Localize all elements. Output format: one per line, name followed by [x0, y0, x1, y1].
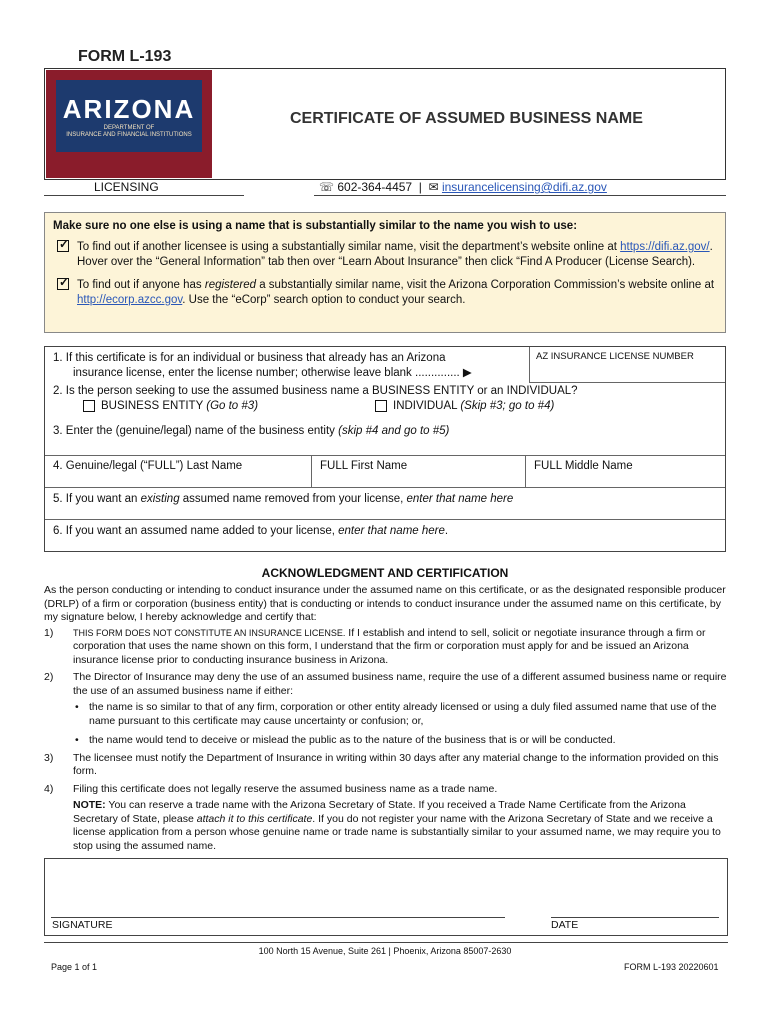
- acknowledgment-intro: As the person conducting or intending to conduct insurance under the assumed name on this certificate, or as the designated responsible producer (DRLP) of a firm or corporation (business entity) that is conducting or intends to conduct insurance under the assumed name on this certificate, by my signature below, I hereby acknowledge and certify that:: [44, 584, 726, 623]
- questions-table: [44, 346, 726, 552]
- ack-text: the name is so similar to that of any firm, corporation or other entity already licensed or using a duly filed assumed name that use of the name pursuant to this certificate may cause uncertainty or confusion; or,: [89, 701, 717, 727]
- page-title: CERTIFICATE OF ASSUMED BUSINESS NAME: [290, 110, 643, 127]
- contact-line: [319, 180, 607, 194]
- notice-text: . Use the “eCorp” search option to conduct your search.: [182, 294, 466, 306]
- middle-name-field[interactable]: [525, 456, 725, 487]
- ack-text: If I establish and intend to sell, solicit or negotiate insurance through a firm or corporation that uses the name shown on this form, I understand that the firm or corporation must apply for and be issued an Arizona insurance license prior to conducting insurance business in Arizona.: [73, 626, 706, 666]
- notice-emphasis: registered: [204, 279, 257, 291]
- ack-bullet-1: [44, 701, 728, 728]
- ack-text: The licensee must notify the Department of Insurance in writing within 30 days after any material change to the information provided on this form.: [73, 751, 719, 777]
- logo-word: ARIZONA: [62, 94, 196, 124]
- notice-item-license-search: [53, 240, 717, 270]
- question-5-text: 5. If you want an: [53, 493, 141, 505]
- acknowledgment-body: [44, 584, 728, 853]
- individual-note: (Skip #3; go to #4): [460, 400, 555, 412]
- question-3-row[interactable]: [45, 421, 725, 455]
- question-6-row[interactable]: [45, 519, 725, 551]
- notice-heading: Make sure no one else is using a name that is substantially similar to the name you wish to use:: [53, 220, 578, 232]
- arizona-difi-logo: [46, 70, 212, 178]
- ack-number: 4): [44, 782, 54, 795]
- ack-text: The Director of Insurance may deny the use of an assumed business name, require the use of a different assumed business name or require the use of an assumed business name if either:: [73, 671, 727, 697]
- license-number-field[interactable]: [529, 347, 725, 383]
- logo-band: [56, 154, 202, 170]
- separator: |: [418, 180, 422, 194]
- ecorp-link[interactable]: http://ecorp.azcc.gov: [77, 294, 183, 306]
- ack-note: [73, 799, 728, 853]
- difi-website-link[interactable]: https://difi.az.gov/: [620, 241, 710, 253]
- question-1-line1: 1. If this certificate is for an individual or business that already has an Arizona: [53, 352, 446, 364]
- signature-label: SIGNATURE: [52, 919, 113, 931]
- business-entity-option[interactable]: [83, 399, 258, 414]
- bullet-icon: •: [75, 734, 79, 746]
- signature-box: [44, 858, 728, 936]
- question-5-note: enter that name here: [406, 493, 514, 505]
- question-3-text: 3. Enter the (genuine/legal) name of the business entity: [53, 425, 339, 437]
- licensing-underline: [44, 195, 244, 196]
- email-link[interactable]: insurancelicensing@difi.az.gov: [441, 180, 607, 194]
- form-code: FORM L-193 20220601: [624, 962, 719, 972]
- ack-item-4: [44, 783, 728, 854]
- ack-item-1: [44, 627, 728, 668]
- checked-box-icon: [57, 278, 69, 290]
- ack-text: . If you do not register your name with the Arizona Secretary of State and we receive a license application from a person whose genuine name or trade name is substantially similar to your assumed name, we may require you to stop using the assumed name.: [73, 812, 721, 852]
- question-5-emphasis: existing: [140, 493, 180, 505]
- middle-name-label: FULL Middle Name: [534, 460, 633, 472]
- note-label: NOTE:: [73, 799, 106, 811]
- question-1-row: [45, 347, 725, 383]
- business-entity-label: BUSINESS ENTITY: [101, 400, 204, 412]
- form-number: FORM L-193: [78, 48, 172, 65]
- logo-sub-agency: INSURANCE AND FINANCIAL INSTITUTIONS: [66, 132, 192, 138]
- logo-panel: [56, 80, 202, 152]
- business-entity-checkbox[interactable]: [83, 400, 95, 412]
- ack-number: 2): [44, 671, 54, 683]
- ack-caps-text: THIS FORM DOES NOT CONSTITUTE AN INSURANCE LICENSE.: [73, 627, 346, 638]
- phone-icon: ☏: [319, 180, 335, 194]
- page-number: Page 1 of 1: [51, 962, 98, 972]
- notice-text: a substantially similar name, visit the Arizona Corporation Commission’s website online at: [256, 279, 715, 291]
- question-2-row: [45, 383, 725, 421]
- question-4-row: [45, 455, 725, 487]
- phone-number: 602-364-4457: [337, 180, 413, 194]
- checked-box-icon: [57, 240, 69, 252]
- ack-number: 3): [44, 751, 54, 764]
- ack-item-2: [44, 671, 728, 698]
- notice-text: To find out if another licensee is using a substantially similar name, visit the department’s website online at: [77, 241, 621, 253]
- notice-item-ecorp-search: [53, 278, 717, 308]
- signature-line[interactable]: [51, 917, 505, 918]
- question-5-row[interactable]: [45, 487, 725, 519]
- licensing-label: LICENSING: [94, 180, 159, 194]
- acknowledgment-title: ACKNOWLEDGMENT AND CERTIFICATION: [261, 566, 509, 580]
- notice-box: [44, 212, 726, 333]
- first-name-label: FULL First Name: [320, 460, 408, 472]
- contact-underline: [314, 195, 726, 196]
- note-emphasis: attach it to this certificate: [196, 812, 313, 825]
- question-1-line2: insurance license, enter the license number; otherwise leave blank .............. ▶: [73, 367, 472, 379]
- license-number-label: AZ INSURANCE LICENSE NUMBER: [536, 351, 694, 362]
- ack-bullet-2: [44, 734, 728, 748]
- individual-checkbox[interactable]: [375, 400, 387, 412]
- question-6-text: 6. If you want an assumed name added to your license,: [53, 525, 339, 537]
- question-6-text: .: [444, 525, 449, 537]
- question-5-text: assumed name removed from your license,: [179, 493, 407, 505]
- individual-option[interactable]: [375, 399, 554, 414]
- question-6-note: enter that name here: [338, 525, 445, 537]
- notice-text: . Hover over the “General Information” tab then over “Learn About Insurance” then click “Find A Producer (License Search).: [77, 241, 713, 268]
- last-name-field[interactable]: [45, 456, 311, 487]
- ack-number: 1): [44, 626, 54, 639]
- question-2-text: 2. Is the person seeking to use the assumed business name a BUSINESS ENTITY or an INDIVIDUAL?: [53, 385, 578, 397]
- date-label: DATE: [551, 919, 579, 931]
- ack-text: the name would tend to deceive or mislead the public as to the nature of the business that is or will be conducted.: [89, 734, 616, 746]
- date-line[interactable]: [551, 917, 719, 918]
- footer-divider: [44, 942, 728, 943]
- individual-label: INDIVIDUAL: [393, 400, 458, 412]
- ack-text: You can reserve a trade name with the Arizona Secretary of State. If you received a Trade Name Certificate from the Arizona Secretary of State, please: [73, 799, 686, 825]
- first-name-field[interactable]: [311, 456, 525, 487]
- question-3-note: (skip #4 and go to #5): [338, 425, 450, 437]
- ack-item-3: [44, 752, 728, 779]
- envelope-icon: ✉: [428, 180, 439, 194]
- bullet-icon: •: [75, 701, 79, 713]
- contact-row: [44, 180, 726, 200]
- ack-text: Filing this certificate does not legally reserve the assumed business name as a trade name.: [73, 782, 498, 795]
- last-name-label: 4. Genuine/legal (“FULL”) Last Name: [53, 460, 243, 472]
- business-entity-note: (Go to #3): [206, 400, 259, 412]
- footer-address: 100 North 15 Avenue, Suite 261 | Phoenix, Arizona 85007-2630: [258, 946, 512, 956]
- logo-sub-department: DEPARTMENT OF: [103, 125, 155, 131]
- notice-text: To find out if anyone has: [77, 279, 205, 291]
